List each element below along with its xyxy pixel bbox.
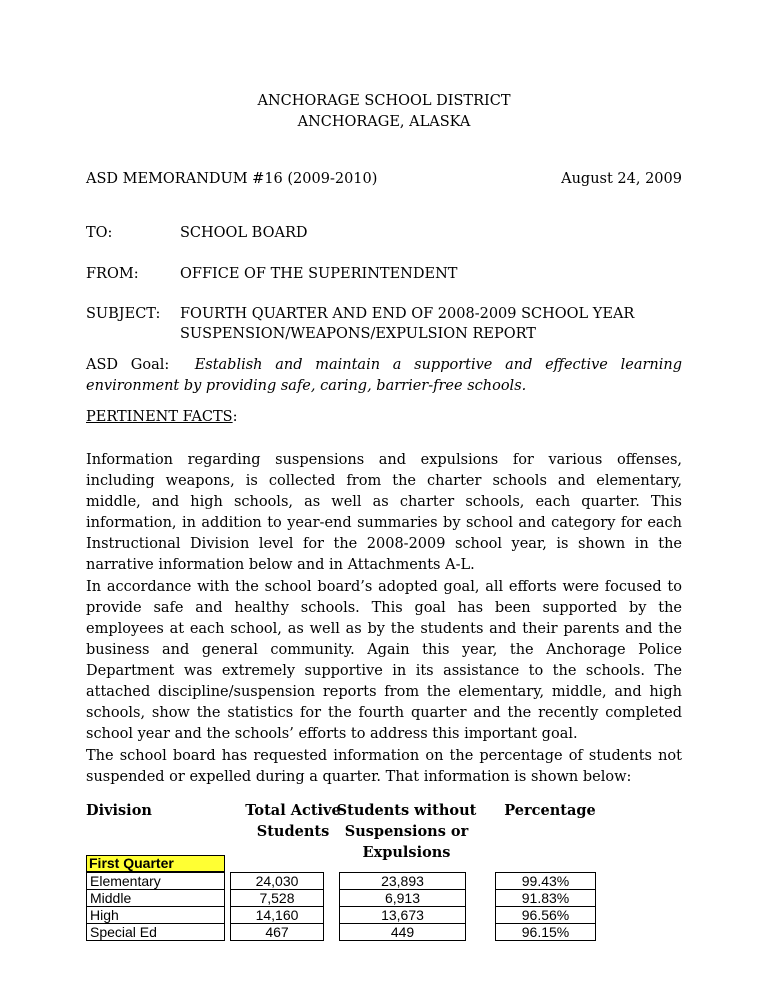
table-row bbox=[340, 873, 466, 890]
total-cell: 14,160 bbox=[231, 907, 324, 924]
table-row bbox=[231, 873, 324, 890]
goal-label: ASD Goal: bbox=[86, 357, 170, 373]
paragraph-2: In accordance with the school board’s adopted goal, all efforts were focused to provide safe and healthy schools. This goal has been supported by the employees at each school, as well as by the students and their parents and the business and general community. Again this year, the Anchorage Police Department was extremely supportive in its assistance to the schools. The attached discipline/suspension reports from the elementary, middle, and high schools, show the statistics for the fourth quarter and the recently completed school year and the schools’ efforts to address this important goal. bbox=[86, 579, 682, 742]
header-total-line-1: Total Active bbox=[245, 802, 341, 819]
to-value: SCHOOL BOARD bbox=[180, 225, 308, 241]
without-cell: 449 bbox=[340, 924, 466, 941]
header-without-line-2: Suspensions or bbox=[344, 823, 469, 840]
table-row bbox=[231, 890, 324, 907]
table-row bbox=[496, 890, 596, 907]
without-column bbox=[339, 872, 466, 941]
subject-label: SUBJECT: bbox=[86, 306, 161, 322]
from-value: OFFICE OF THE SUPERINTENDENT bbox=[180, 266, 458, 282]
table-row bbox=[231, 907, 324, 924]
percentage-cell: 96.15% bbox=[496, 924, 596, 941]
goal-text: Establish and maintain a supportive and effective learning environment by providing safe, caring, barrier-free schools. bbox=[86, 357, 682, 394]
table-row bbox=[496, 924, 596, 941]
without-cell: 23,893 bbox=[340, 873, 466, 890]
header-total-line-2: Students bbox=[256, 823, 330, 840]
percentage-cell: 96.56% bbox=[496, 907, 596, 924]
table-row bbox=[496, 873, 596, 890]
to-label: TO: bbox=[86, 225, 113, 241]
asd-goal bbox=[86, 355, 682, 397]
table-row bbox=[87, 907, 225, 924]
header-percentage: Percentage bbox=[504, 802, 596, 819]
table-row bbox=[87, 873, 225, 890]
district-name: ANCHORAGE SCHOOL DISTRICT bbox=[257, 93, 511, 109]
table-row bbox=[340, 907, 466, 924]
pertinent-facts-title: PERTINENT FACTS bbox=[86, 409, 233, 425]
division-cell: High bbox=[87, 907, 225, 924]
header-without bbox=[334, 800, 479, 863]
percentage-column bbox=[495, 872, 596, 941]
memo-number: ASD MEMORANDUM #16 (2009-2010) bbox=[86, 171, 378, 187]
without-cell: 6,913 bbox=[340, 890, 466, 907]
total-cell: 467 bbox=[231, 924, 324, 941]
division-cell: Elementary bbox=[87, 873, 225, 890]
pertinent-facts-heading bbox=[86, 406, 238, 428]
quarter-label: First Quarter bbox=[86, 855, 225, 872]
memo-date: August 24, 2009 bbox=[561, 171, 682, 187]
header-division: Division bbox=[86, 802, 152, 819]
without-cell: 13,673 bbox=[340, 907, 466, 924]
table-row bbox=[231, 924, 324, 941]
table-row bbox=[496, 907, 596, 924]
division-column bbox=[86, 872, 225, 941]
division-cell: Special Ed bbox=[87, 924, 225, 941]
total-column bbox=[230, 872, 324, 941]
total-cell: 24,030 bbox=[231, 873, 324, 890]
percentage-cell: 91.83% bbox=[496, 890, 596, 907]
pertinent-facts-colon: : bbox=[232, 409, 238, 425]
paragraph-1: Information regarding suspensions and expulsions for various offenses, including weapons, is collected from the charter schools and elementary, middle, and high schools, as well as charter schools, each quarter. This information, in addition to year-end summaries by school and category for each Instructional Division level for the 2008-2009 school year, is shown in the narrative information below and in Attachments A-L. bbox=[86, 452, 682, 573]
table-row bbox=[87, 890, 225, 907]
from-label: FROM: bbox=[86, 266, 139, 282]
header-without-line-1: Students without bbox=[336, 802, 477, 819]
table-row bbox=[340, 890, 466, 907]
percentage-cell: 99.43% bbox=[496, 873, 596, 890]
division-cell: Middle bbox=[87, 890, 225, 907]
subject-line-2: SUSPENSION/WEAPONS/EXPULSION REPORT bbox=[180, 326, 536, 342]
paragraph-3: The school board has requested information on the percentage of students not suspended or expelled during a quarter. That information is shown below: bbox=[86, 748, 682, 785]
table-row bbox=[340, 924, 466, 941]
total-cell: 7,528 bbox=[231, 890, 324, 907]
table-row bbox=[87, 924, 225, 941]
header-without-line-3: Expulsions bbox=[362, 844, 451, 861]
subject-line-1: FOURTH QUARTER AND END OF 2008-2009 SCHOOL YEAR bbox=[180, 306, 635, 322]
district-location: ANCHORAGE, ALASKA bbox=[297, 114, 471, 130]
